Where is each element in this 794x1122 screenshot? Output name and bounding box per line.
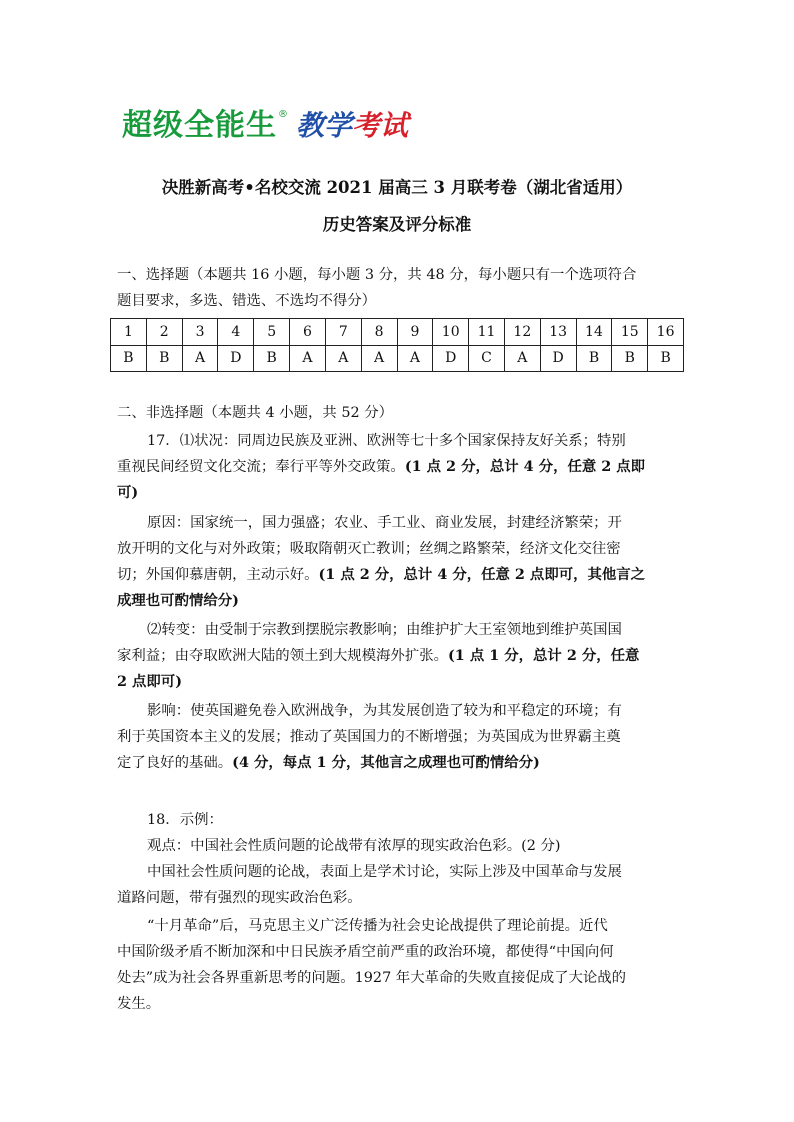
q17-scoring-note: 可) (117, 484, 139, 501)
answer-cell: A (504, 345, 540, 372)
question-number-cell: 8 (361, 319, 397, 346)
question-number-cell: 14 (576, 319, 612, 346)
question-number-cell: 3 (182, 319, 218, 346)
question-number-cell: 10 (433, 319, 469, 346)
q17-paragraph-line: 影响：使英国避免卷入欧洲战争，为其发展创造了较为和平稳定的环境；有 (147, 703, 622, 719)
answer-cell: A (182, 345, 218, 372)
q17-paragraph-line: 利于英国资本主义的发展；推动了英国国力的不断增强；为英国成为世界霸主奠 (117, 729, 621, 745)
q17-paragraph-line: 17．⑴状况：同周边民族及亚洲、欧洲等七十多个国家保持友好关系；特别 (147, 433, 626, 449)
q17-answer-text: 定了良好的基础。 (117, 755, 233, 771)
question-number-cell: 9 (397, 319, 433, 346)
q17-scoring-note: (1 点 2 分，总计 4 分，任意 2 点即 (404, 458, 646, 475)
question-number-cell: 2 (146, 319, 182, 346)
answer-cell: A (325, 345, 361, 372)
q17-scoring-note: 2 点即可) (117, 673, 183, 690)
answer-cell: B (146, 345, 182, 372)
question-number-cell: 15 (612, 319, 648, 346)
answer-cell: B (254, 345, 290, 372)
answer-cell: A (361, 345, 397, 372)
brand-logo (122, 106, 408, 146)
q17-paragraph-line: ⑵转变：由受制于宗教到摆脱宗教影响；由维护扩大王室领地到维护英国国 (147, 622, 622, 638)
answer-table (110, 318, 684, 372)
q17-scoring-note: 成理也可酌情给分) (117, 592, 239, 609)
q17-scoring-note: (1 点 2 分，总计 4 分，任意 2 点即可，其他言之 (318, 566, 646, 583)
answer-cell: D (218, 345, 254, 372)
q17-paragraph-line (0, 672, 794, 692)
q17-paragraph-line: 放开明的文化与对外政策；吸取隋朝灭亡教训；丝绸之路繁荣，经济文化交往密 (117, 541, 621, 557)
question-number-cell: 4 (218, 319, 254, 346)
question-number-cell: 1 (111, 319, 147, 346)
q18-paragraph-line: 发生。 (117, 996, 161, 1012)
logo-exam-text: 考试 (352, 109, 409, 142)
question-number-cell: 16 (648, 319, 684, 346)
q18-viewpoint-text: 观点：中国社会性质问题的论战带有浓厚的现实政治色彩。 (147, 838, 522, 854)
answer-cell: B (648, 345, 684, 372)
q17-paragraph-line (0, 591, 794, 611)
answer-cell: B (612, 345, 648, 372)
question-number-cell: 13 (540, 319, 576, 346)
answer-cell: A (397, 345, 433, 372)
answer-cell: A (290, 345, 326, 372)
answer-cell: D (540, 345, 576, 372)
q18-paragraph-line: 18．示例： (147, 812, 223, 828)
question-number-cell: 6 (290, 319, 326, 346)
question-number-cell: 5 (254, 319, 290, 346)
q18-paragraph-line: 处去”成为社会各界重新思考的问题。1927 年大革命的失败直接促成了大论战的 (117, 970, 627, 986)
exam-title: 决胜新高考•名校交流 2021 届高三 3 月联考卷（湖北省适用） (161, 178, 633, 197)
q18-paragraph-line (0, 836, 794, 856)
q17-answer-text: 重视民间经贸文化交流；奉行平等外交政策。 (117, 459, 405, 475)
answer-cell: B (111, 345, 147, 372)
section1-instructions-line2: 题目要求，多选、错选、不选均不得分） (117, 293, 377, 309)
answer-cell: B (576, 345, 612, 372)
q17-paragraph-line (0, 483, 794, 503)
section2-heading: 二、非选择题（本题共 4 小题，共 52 分） (117, 405, 394, 421)
q17-paragraph-line (0, 646, 794, 666)
q17-answer-text: 家利益；由夺取欧洲大陆的领土到大规模海外扩张。 (117, 648, 448, 664)
question-number-cell: 7 (325, 319, 361, 346)
q18-paragraph-line: 中国社会性质问题的论战，表面上是学术讨论，实际上涉及中国革命与发展 (147, 864, 622, 880)
question-number-cell: 12 (504, 319, 540, 346)
question-number-cell: 11 (469, 319, 505, 346)
answer-row (111, 345, 684, 372)
section1-instructions-line1: 一、选择题（本题共 16 小题，每小题 3 分，共 48 分，每小题只有一个选项符合 (117, 267, 637, 283)
q17-paragraph-line (0, 457, 794, 477)
q17-paragraph-line: 原因：国家统一，国力强盛；农业、手工业、商业发展，封建经济繁荣；开 (147, 515, 622, 531)
q18-paragraph-line: “十月革命”后，马克思主义广泛传播为社会史论战提供了理论前提。近代 (147, 918, 608, 934)
q17-answer-text: 切；外国仰慕唐朝，主动示好。 (117, 567, 319, 583)
question-number-row (111, 319, 684, 346)
q18-score-note: (2 分) (521, 838, 561, 854)
logo-brand-text: 超级全能生 (122, 108, 277, 143)
logo-registered-mark: ® (278, 109, 288, 120)
q17-paragraph-line (0, 565, 794, 585)
document-subtitle: 历史答案及评分标准 (322, 215, 472, 234)
answer-cell: D (433, 345, 469, 372)
q17-scoring-note: (1 点 1 分，总计 2 分，任意 (448, 647, 640, 664)
q18-paragraph-line: 中国阶级矛盾不断加深和中日民族矛盾空前严重的政治环境，都使得“中国向何 (117, 944, 614, 960)
answer-cell: C (469, 345, 505, 372)
q17-scoring-note: (4 分，每点 1 分，其他言之成理也可酌情给分) (232, 754, 540, 771)
q17-paragraph-line (0, 753, 794, 773)
logo-teaching-text: 教学 (296, 109, 353, 142)
q18-paragraph-line: 道路问题，带有强烈的现实政治色彩。 (117, 890, 362, 906)
